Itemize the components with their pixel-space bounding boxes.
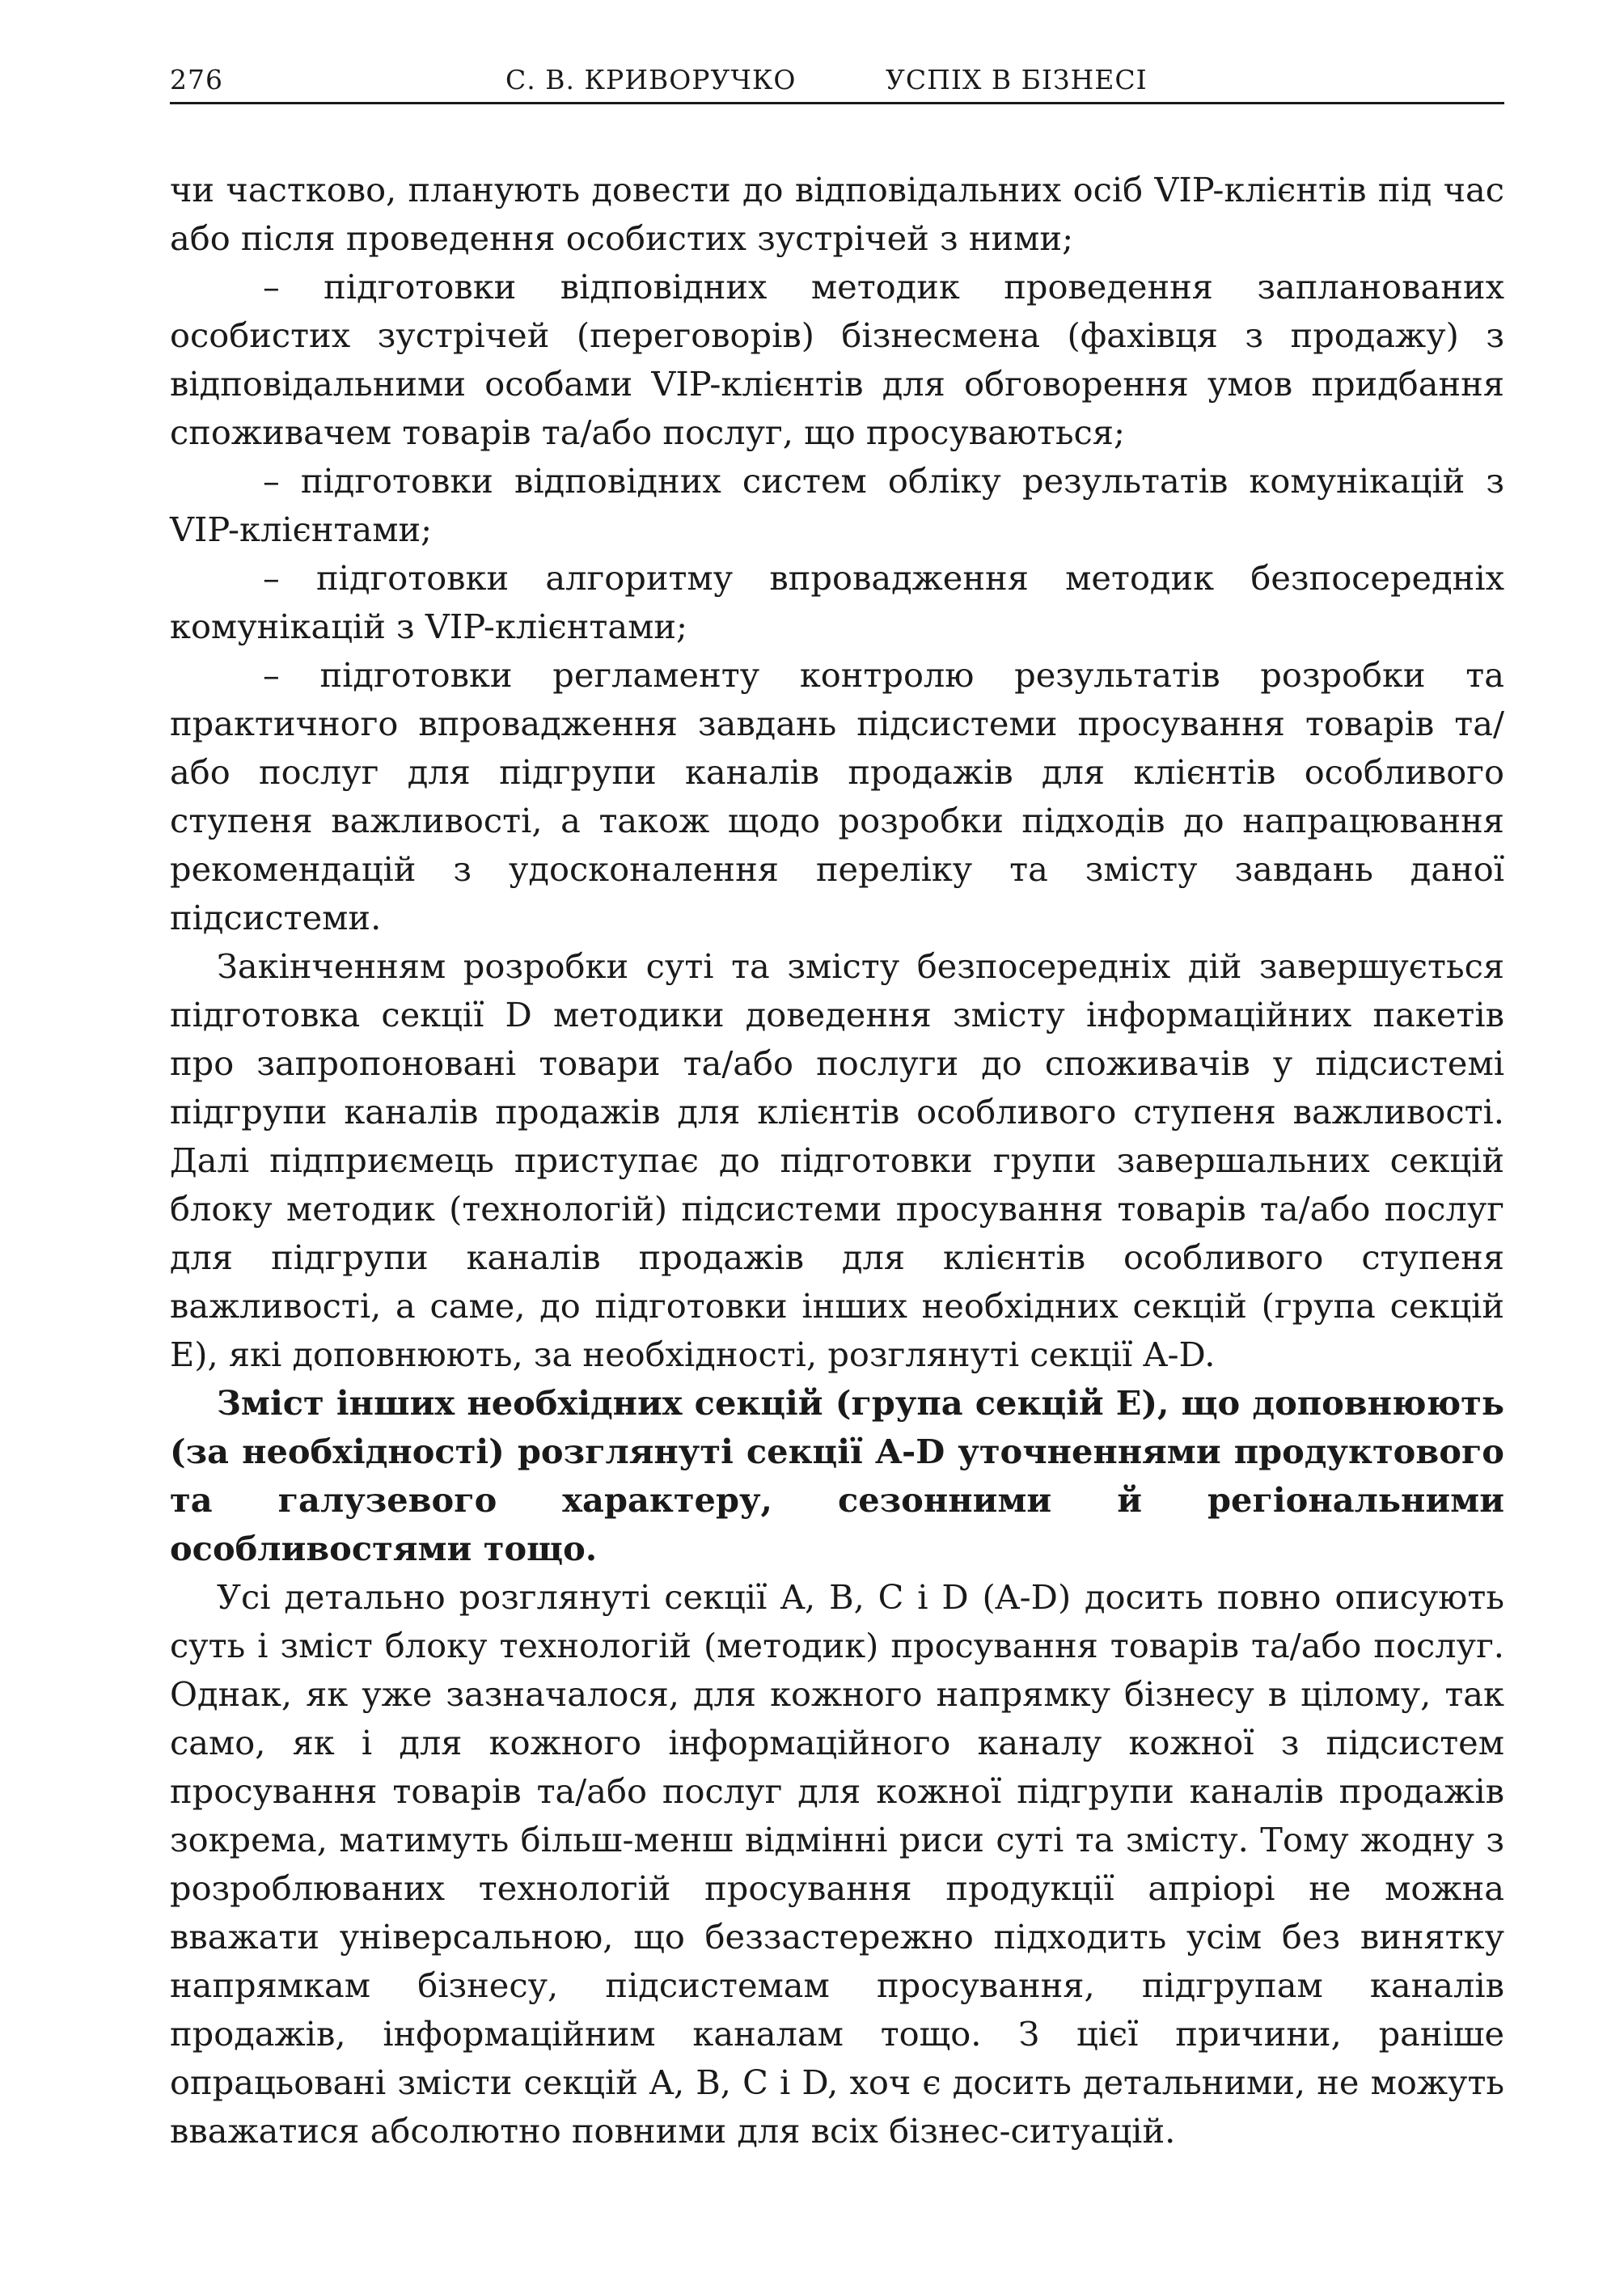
list-item: – підготовки відповідних методик проведення запланованих особистих зустрічей (переговорів) бізнесмена (фахівця з продажу) з відповідальними особами VIP-клієнтів для обговорення умов придбання споживачем товарів та/або послуг, що просуваються; xyxy=(170,267,1504,452)
paragraph-continuation: чи частково, планують довести до відповідальних осіб VIP-клієнтів під час або після проведення особистих зустрічей з ними; xyxy=(170,170,1504,258)
list-item: – підготовки алгоритму впровадження методик безпосередніх комунікацій з VIP-клієнтами; xyxy=(170,558,1504,646)
paragraph: Усі детально розглянуті секції A, B, C і D (A-D) досить повно описують суть і зміст блоку технологій (методик) просування товарів та/або послуг. Однак, як уже зазначалося, для кожного напрямку бізнесу в цілому, так само, як і для кожного інформаційного каналу кожної з підсистем просування товарів та/або послуг для кожної підгрупи каналів продажів зокрема, матимуть більш-менш відмінні риси суті та змісту. Тому жодну з розроблюваних технологій просування продукції апріорі не можна вважати універсальною, що беззастережно підходить усім без винятку напрямкам бізнесу, підсистемам просування, підгрупам каналів продажів, інформаційним каналам тощо. З цієї причини, раніше опрацьовані змісти секцій A, B, C і D, хоч є досить детальними, не можуть вважатися абсолютно повними для всіх бізнес-ситуацій. xyxy=(170,1577,1504,2151)
list-item: – підготовки відповідних систем обліку результатів комунікацій з VIP-клієнтами; xyxy=(170,461,1504,549)
page-number: 276 xyxy=(170,64,223,95)
running-header xyxy=(170,55,1504,104)
running-book-title: УСПІХ В БІЗНЕСІ xyxy=(886,64,1148,95)
paragraph: Закінченням розробки суті та змісту безпосередніх дій завершується підготовка секції D методики доведення змісту інформаційних пакетів про запропоновані товари та/або послуги до споживачів у підсистемі підгрупи каналів продажів для клієнтів особливого ступеня важливості. Далі підприємець приступає до підготовки групи завершальних секцій блоку методик (технологій) підсистеми просування товарів та/або послуг для підгрупи каналів продажів для клієнтів особливого ступеня важливості, а саме, до підготовки інших необхідних секцій (група секцій E), які доповнюють, за необхідності, розглянуті секції A-D. xyxy=(170,946,1504,1374)
page-body xyxy=(170,166,1504,2156)
list-item: – підготовки регламенту контролю результатів розробки та практичного впровадження завдань підсистеми просування товарів та/або послуг для підгрупи каналів продажів для клієнтів особливого ступеня важливості, а також щодо розробки підходів до напрацювання рекомендацій з удосконалення переліку та змісту завдань даної підсистеми. xyxy=(170,655,1504,937)
section-heading: Зміст інших необхідних секцій (група секцій E), що доповнюють (за необхідності) розглянуті секції A-D уточненнями продуктового та галузевого характеру, сезонними й регіональними особливостями тощо. xyxy=(170,1383,1504,1568)
running-author: С. В. КРИВОРУЧКО xyxy=(505,64,797,95)
